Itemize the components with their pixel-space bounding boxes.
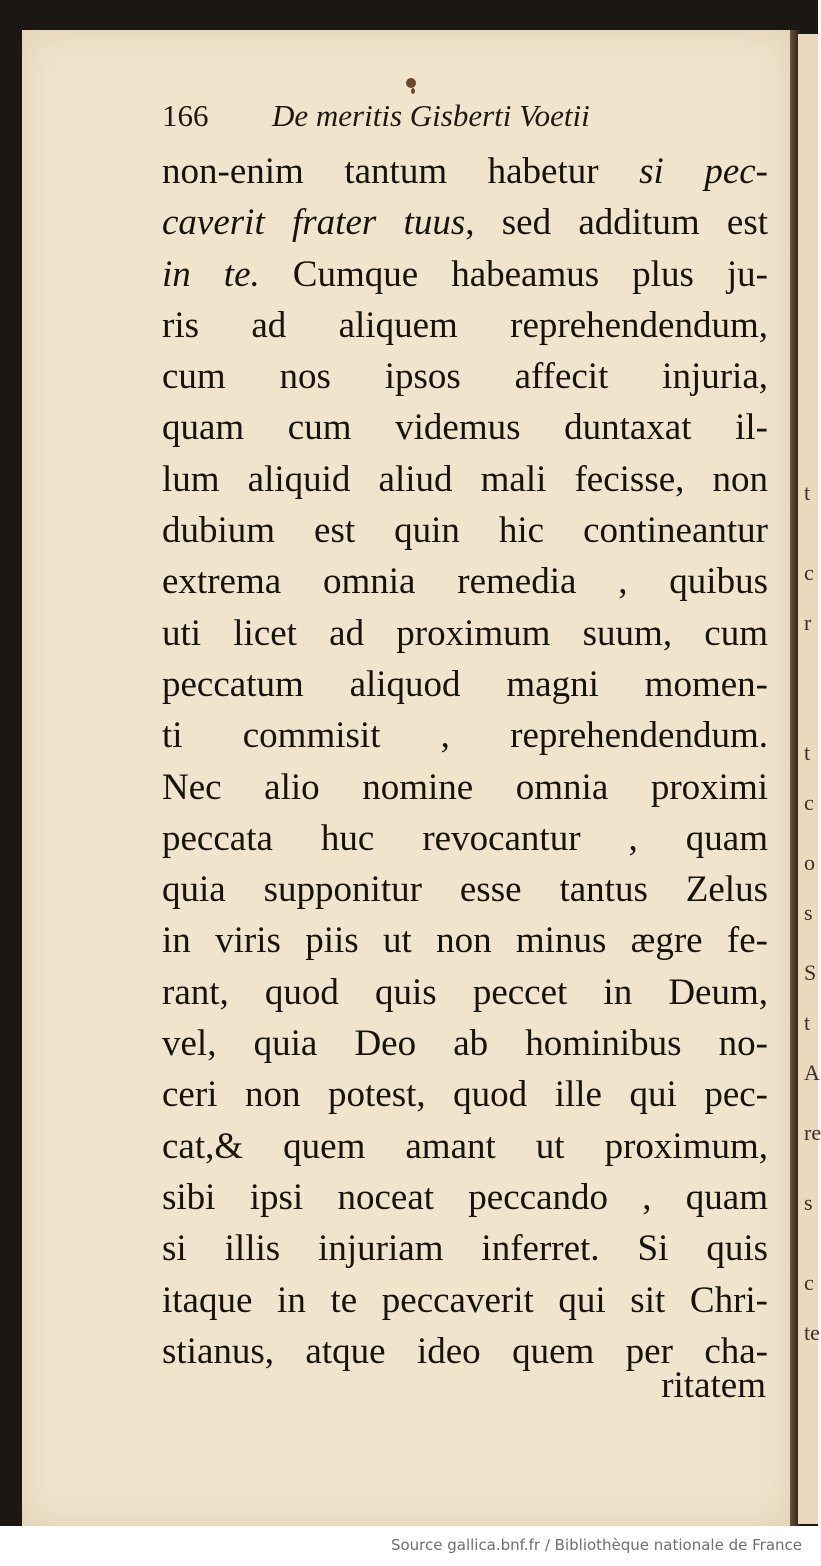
text-run: quia supponitur esse tantus Zelus <box>162 869 768 911</box>
italic-text: in te. <box>162 253 260 295</box>
text-run: uti licet ad proximum suum, cum <box>162 612 768 654</box>
text-run: dubium est quin hic contineantur <box>162 510 768 552</box>
ink-blot <box>411 88 415 94</box>
text-line <box>162 967 768 1018</box>
adjacent-page-fragment: o <box>804 850 815 875</box>
text-run: lum aliquid aliud mali fecisse, non <box>162 458 768 500</box>
text-line <box>162 813 768 864</box>
adjacent-page-fragment: A <box>804 1060 820 1085</box>
adjacent-page-fragment: c <box>804 560 814 585</box>
adjacent-page-fragment: S <box>804 960 817 985</box>
running-head <box>162 98 702 138</box>
source-attribution: Source gallica.bnf.fr / Bibliothèque nationale de France <box>390 1536 802 1554</box>
adjacent-page-fragment: t <box>804 1010 811 1035</box>
source-footer <box>0 1526 818 1566</box>
text-line <box>162 197 768 248</box>
text-run: stianus, atque ideo quem per cha- <box>162 1330 768 1372</box>
text-line <box>162 402 768 453</box>
adjacent-page-edge <box>798 34 821 1524</box>
adjacent-page-fragment: t <box>804 740 811 765</box>
text-run: cat,& quem amant ut proximum, <box>162 1125 768 1167</box>
text-run: extrema omnia remedia , quibus <box>162 561 768 603</box>
ink-blot <box>406 78 416 88</box>
text-line <box>162 1121 768 1172</box>
text-run: cum nos ipsos affecit injuria, <box>162 356 768 398</box>
text-run: Nec alio nomine omnia proximi <box>162 766 768 808</box>
text-line <box>162 659 768 710</box>
text-run: rant, quod quis peccet in Deum, <box>162 971 768 1013</box>
text-run: sibi ipsi noceat peccando , quam <box>162 1176 768 1218</box>
adjacent-page-fragment: c <box>804 790 814 815</box>
text-run: itaque in te peccaverit qui sit Chri- <box>162 1279 768 1321</box>
running-head-title: De meritis Gisberti Voetii <box>272 98 590 133</box>
text-line <box>162 1223 768 1274</box>
text-line <box>162 608 768 659</box>
text-line <box>162 300 768 351</box>
text-run: si illis injuriam inferret. Si quis <box>162 1228 768 1270</box>
adjacent-page-fragment: c <box>804 1270 814 1295</box>
adjacent-page-fragment: r <box>804 610 812 635</box>
text-run: non-enim tantum habetur <box>162 151 640 192</box>
text-line <box>162 864 768 915</box>
text-line <box>162 710 768 761</box>
italic-text: caverit frater tuus <box>162 202 466 244</box>
text-line <box>162 1275 768 1326</box>
text-line <box>162 1172 768 1223</box>
text-run: , sed additum est <box>465 202 768 244</box>
text-line <box>162 1069 768 1120</box>
text-run: Cumque habeamus plus ju- <box>259 253 768 295</box>
catchword: ritatem <box>661 1365 766 1406</box>
adjacent-page-fragment: s <box>804 900 813 925</box>
text-line <box>162 249 768 300</box>
text-run: quam cum videmus duntaxat il- <box>162 407 768 449</box>
text-line <box>162 1018 768 1069</box>
text-run: ceri non potest, quod ille qui pec- <box>162 1074 768 1116</box>
text-run: ti commisit , reprehendendum. <box>162 715 768 757</box>
text-line <box>162 351 768 402</box>
text-run: peccatum aliquod magni momen- <box>162 663 768 705</box>
text-line <box>162 146 768 197</box>
text-run: vel, quia Deo ab hominibus no- <box>162 1023 768 1065</box>
text-line <box>162 454 768 505</box>
adjacent-page-fragment: t <box>804 480 811 505</box>
page-number: 166 <box>162 98 209 133</box>
text-line <box>162 505 768 556</box>
italic-text: si pec- <box>639 151 768 192</box>
text-run: in viris piis ut non minus ægre fe- <box>162 920 768 962</box>
text-run: peccata huc revocantur , quam <box>162 817 768 859</box>
adjacent-page-fragment: s <box>804 1190 813 1215</box>
text-line <box>162 762 768 813</box>
text-line <box>162 556 768 607</box>
adjacent-page-fragment: te <box>804 1320 820 1345</box>
text-run: ris ad aliquem reprehendendum, <box>162 304 768 346</box>
text-line <box>162 915 768 966</box>
body-text <box>162 146 768 1377</box>
adjacent-page-fragment: re <box>804 1120 821 1145</box>
